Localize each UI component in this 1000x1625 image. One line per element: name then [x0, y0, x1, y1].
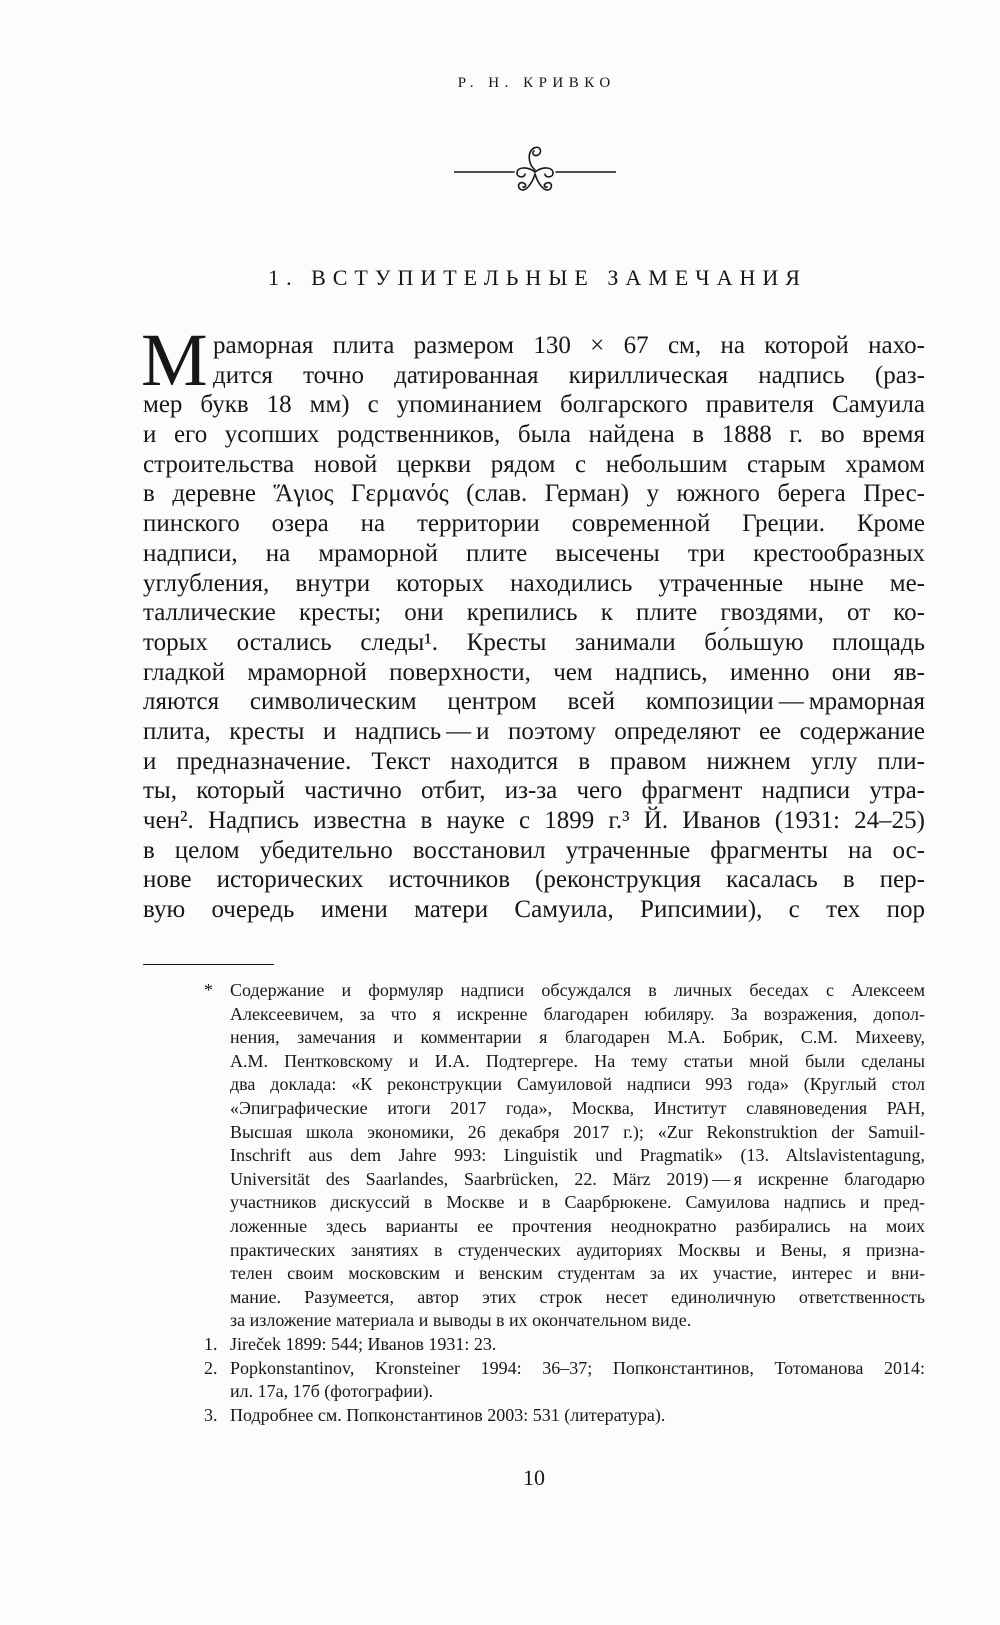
body-paragraph [143, 331, 925, 925]
body-line: вую очередь имени матери Самуила, Рипсимии), с тех пор [143, 896, 925, 924]
footnote-marker: 2. [204, 1357, 218, 1378]
footnote-line: Содержание и формуляр надписи обсуждался в личных беседах с Алексеем [230, 980, 925, 1000]
body-line: надписи, на мраморной плите высечены три крестообразных [143, 539, 925, 567]
body-line: и предназначение. Текст находится в правом нижнем углу пли- [143, 747, 925, 775]
footnote-line: ложенные здесь варианты ее прочтения неоднократно разбирались на моих [230, 1215, 925, 1236]
body-line: пинского озера на территории современной Греции. Кроме [143, 510, 925, 538]
footnote-line: Алексеевичем, за что я искренне благодарен юбиляру. За возражения, допол- [230, 1003, 925, 1024]
body-line: раморная плита размером 130 × 67 см, на которой нахо- [213, 332, 925, 359]
body-line: углубления, внутри которых находились утраченные ныне ме- [143, 569, 925, 597]
footnote-line: А.М. Пентковскому и И.А. Подтергере. На тему статьи мной были сделаны [230, 1050, 925, 1071]
footnote-marker: 3. [204, 1404, 218, 1425]
body-line: плита, кресты и надпись — и поэтому определяют ее содержание [143, 717, 925, 745]
ornament-top-loop [529, 147, 540, 170]
footnote-line: практических занятиях в студенческих аудиториях Москвы и Вены, я призна- [230, 1239, 925, 1260]
body-line: ты, который частично отбит, из-за чего фрагмент надписи утра- [143, 777, 925, 805]
footnote-line: мание. Разумеется, автор этих строк несет единоличную ответственность [230, 1286, 925, 1307]
drop-cap: М [141, 319, 208, 402]
body-line: дится точно датированная кириллическая надпись (раз- [213, 361, 925, 389]
ornament-right-curl [535, 168, 553, 177]
running-header-author: Р. Н. КРИВКО [457, 75, 616, 91]
footnote-2 [143, 1357, 925, 1404]
footnote-marker: * [204, 980, 213, 1000]
footnote-line: Подробнее см. Попконстантинов 2003: 531 (литература). [230, 1404, 666, 1425]
body-line: чен². Надпись известна в науке с 1899 г.³ Й. Иванов (1931: 24–25) [143, 807, 925, 834]
footnote-3 [143, 1404, 925, 1428]
body-line: и его усопших родственников, была найдена в 1888 г. во время [143, 421, 925, 449]
footnotes [143, 979, 925, 1427]
footnote-line: Высшая школа экономики, 26 декабря 2017 г.); «Zur Rekonstruktion der Samuil- [230, 1121, 925, 1142]
footnote-line: Inschrift aus dem Jahre 993: Linguistik und Pragmatik» (13. Altslavistentagung, [230, 1145, 925, 1166]
footnote-line: Popkonstantinov, Kronsteiner 1994: 36–37; Попконстантинов, Тотоманова 2014: [230, 1357, 925, 1378]
footnote-line: Universität des Saarlandes, Saarbrücken, 22. März 2019) — я искренне благодарю [230, 1168, 925, 1189]
footnote-line: «Эпиграфические итоги 2017 года», Москва, Институт славяноведения РАН, [230, 1097, 925, 1118]
body-line: гладкой мраморной поверхности, чем надпись, именно они яв- [143, 658, 925, 686]
footnote-line: ил. 17а, 17б (фотографии). [230, 1381, 434, 1402]
body-line: таллические кресты; они крепились к плите гвоздями, от ко- [143, 599, 925, 627]
footnote-marker: 1. [204, 1333, 218, 1354]
footnote-asterisk [143, 979, 925, 1333]
footnote-line: за изложение материала и выводы в их окончательном виде. [230, 1310, 692, 1331]
body-line: в деревне Ἅγιος Γερμανός (слав. Герман) у южного берега Прес- [143, 480, 925, 508]
footnote-line: телен своим московским и венским студентам за их участие, интерес и вни- [230, 1263, 925, 1284]
body-line: торых остались следы¹. Кресты занимали бо́льшую площадь [143, 628, 925, 656]
body-line: нове исторических источников (реконструкция касалась в пер- [143, 866, 925, 894]
fleuron-icon [454, 140, 616, 200]
footnote-line: нения, замечания и комментарии я благодарен М.А. Бобрик, С.М. Михееву, [230, 1027, 925, 1048]
ornament-left-curl [517, 168, 535, 177]
footnote-line: два доклада: «К реконструкции Самуиловой надписи 993 года» (Круглый стол [230, 1074, 925, 1095]
body-line: в целом убедительно восстановил утраченные фрагменты на ос- [143, 836, 925, 864]
body-line: мер букв 18 мм) с упоминанием болгарского правителя Самуила [143, 391, 925, 419]
section-heading: 1. ВСТУПИТЕЛЬНЫЕ ЗАМЕЧАНИЯ [268, 265, 807, 290]
footnote-line: участников дискуссий в Москве и в Саарбрюкене. Самуилова надпись и пред- [230, 1192, 925, 1213]
body-line: ляются символическим центром всей композиции — мраморная [143, 688, 925, 716]
footnote-line: Jireček 1899: 544; Иванов 1931: 23. [230, 1333, 497, 1354]
body-line: строительства новой церкви рядом с небольшим старым храмом [143, 450, 925, 478]
page-number: 10 [523, 1465, 545, 1490]
footnote-separator [143, 964, 274, 965]
footnote-1 [143, 1333, 925, 1357]
